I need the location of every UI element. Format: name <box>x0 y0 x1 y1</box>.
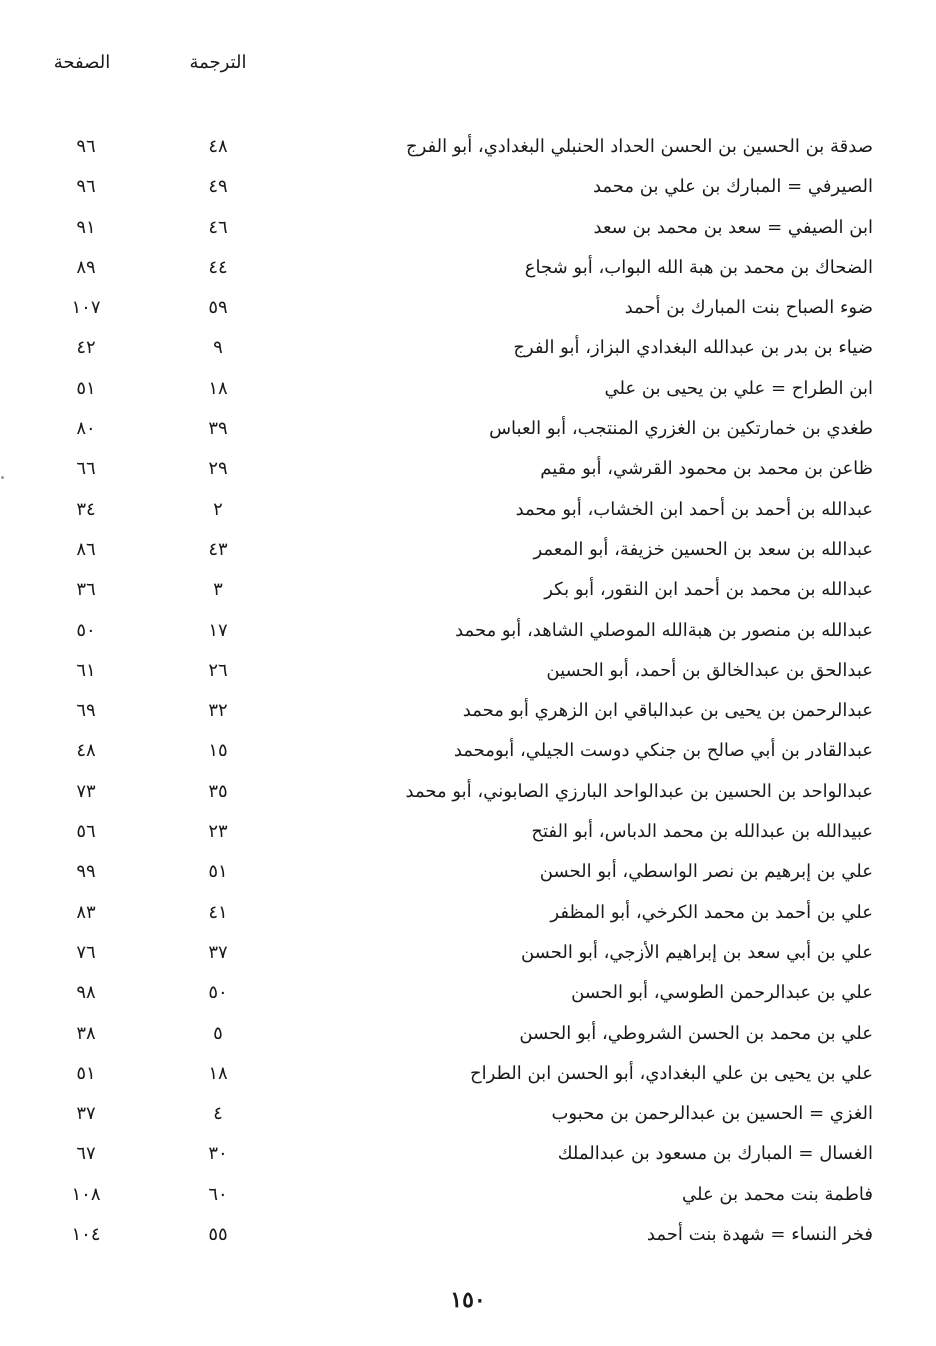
entry-tarjama-number: ٥ <box>213 1022 223 1044</box>
page-number: ١٥٠ <box>450 1287 486 1313</box>
entry-tarjama-number: ٣٠ <box>208 1143 228 1165</box>
entry-page-number: ٧٦ <box>76 941 96 963</box>
entry-name: علي بن إبرهيم بن نصر الواسطي، أبو الحسن <box>539 861 873 883</box>
entry-name: ضوء الصباح بنت المبارك بن أحمد <box>624 297 873 319</box>
entry-page-number: ٤٢ <box>76 337 96 359</box>
index-row <box>0 1014 936 1054</box>
entry-tarjama-number: ١٧ <box>208 619 228 641</box>
entry-tarjama-number: ٢ <box>213 498 223 520</box>
index-row <box>0 1175 936 1215</box>
index-row <box>0 127 936 167</box>
entry-tarjama-number: ٤٣ <box>208 538 228 560</box>
entry-tarjama-number: ٢٣ <box>208 821 228 843</box>
entry-page-number: ٨٩ <box>76 256 96 278</box>
entry-name: الصيرفي = المبارك بن علي بن محمد <box>592 176 873 198</box>
entry-tarjama-number: ٤ <box>213 1103 223 1125</box>
entry-page-number: ٥١ <box>76 377 96 399</box>
entry-page-number: ٨٦ <box>76 538 96 560</box>
entry-page-number: ٥٠ <box>76 619 96 641</box>
index-row <box>0 1054 936 1094</box>
entry-name: علي بن يحيى بن علي البغدادي، أبو الحسن ابن الطراح <box>469 1062 873 1084</box>
entry-name: الغزي = الحسين بن عبدالرحمن بن محبوب <box>551 1103 873 1125</box>
entry-tarjama-number: ٩ <box>213 337 223 359</box>
entry-tarjama-number: ٥٥ <box>208 1224 228 1246</box>
entry-page-number: ٩١ <box>76 216 96 238</box>
index-row <box>0 530 936 570</box>
entry-page-number: ٧٣ <box>76 780 96 802</box>
index-row <box>0 973 936 1013</box>
entry-name: الغسال = المبارك بن مسعود بن عبدالملك <box>557 1143 873 1165</box>
entry-name: عبدالله بن منصور بن هبةالله الموصلي الشاهد، أبو محمد <box>455 619 873 641</box>
index-row <box>0 248 936 288</box>
entry-tarjama-number: ٣٧ <box>208 941 228 963</box>
index-row <box>0 1215 936 1255</box>
entry-page-number: ٣٤ <box>76 498 96 520</box>
entry-page-number: ٥١ <box>76 1062 96 1084</box>
entry-name: فاطمة بنت محمد بن علي <box>681 1183 873 1205</box>
index-row <box>0 1134 936 1174</box>
entry-page-number: ٤٨ <box>76 740 96 762</box>
entry-name: عبدالقادر بن أبي صالح بن جنكي دوست الجيلي، أبومحمد <box>453 740 873 762</box>
entry-name: عبدالله بن محمد بن أحمد ابن النقور، أبو بكر <box>544 579 873 601</box>
entry-page-number: ٥٦ <box>76 821 96 843</box>
entry-tarjama-number: ٥٠ <box>208 982 228 1004</box>
index-row <box>0 409 936 449</box>
entry-tarjama-number: ٤٨ <box>208 136 228 157</box>
index-row <box>0 288 936 328</box>
entry-tarjama-number: ١٨ <box>208 377 228 399</box>
entry-tarjama-number: ٢٩ <box>208 458 228 480</box>
entry-page-number: ٣٨ <box>76 1022 96 1044</box>
entry-tarjama-number: ٥١ <box>208 861 228 883</box>
entry-tarjama-number: ٤٩ <box>208 176 228 198</box>
index-row <box>0 852 936 892</box>
entry-tarjama-number: ٣٥ <box>208 780 228 802</box>
entry-tarjama-number: ١٥ <box>208 740 228 762</box>
entry-tarjama-number: ٢٦ <box>208 659 228 681</box>
entry-tarjama-number: ٦٠ <box>208 1183 228 1205</box>
entry-page-number: ٣٦ <box>76 579 96 601</box>
entry-page-number: ٩٨ <box>76 982 96 1004</box>
index-row <box>0 208 936 248</box>
index-row <box>0 167 936 207</box>
entry-name: عبيدالله بن عبدالله بن محمد الدباس، أبو الفتح <box>531 821 873 843</box>
entry-tarjama-number: ٣ <box>213 579 223 601</box>
entry-name: ابن الصيفي = سعد بن محمد بن سعد <box>593 216 873 238</box>
entry-name: طغدي بن خمارتكين بن الغزري المنتجب، أبو العباس <box>489 418 873 440</box>
entry-name: علي بن أبي سعد بن إبراهيم الأزجي، أبو الحسن <box>520 941 873 963</box>
entry-name: علي بن محمد بن الحسن الشروطي، أبو الحسن <box>519 1022 873 1044</box>
entry-name: ضياء بن بدر بن عبدالله البغدادي البزاز، أبو الفرج <box>513 337 873 359</box>
index-row <box>0 812 936 852</box>
entry-tarjama-number: ١٨ <box>208 1062 228 1084</box>
entry-name: فخر النساء = شهدة بنت أحمد <box>646 1224 873 1246</box>
entry-page-number: ٦٩ <box>76 700 96 722</box>
column-header-safha: الصفحة <box>53 52 111 73</box>
margin-mark <box>1 476 4 479</box>
index-row <box>0 691 936 731</box>
entry-name: عبدالحق بن عبدالخالق بن أحمد، أبو الحسين <box>546 659 873 681</box>
entry-name: صدقة بن الحسين بن الحسن الحداد الحنبلي البغدادي، أبو الفرج <box>406 136 873 157</box>
entry-page-number: ٣٧ <box>76 1103 96 1125</box>
index-row <box>0 1094 936 1134</box>
index-row <box>0 369 936 409</box>
entry-tarjama-number: ٣٩ <box>208 418 228 440</box>
entry-tarjama-number: ٤٤ <box>208 256 228 278</box>
entry-name: عبدالواحد بن الحسين بن عبدالواحد البارزي الصابوني، أبو محمد <box>405 780 873 802</box>
entry-name: علي بن عبدالرحمن الطوسي، أبو الحسن <box>571 982 873 1004</box>
index-row <box>0 772 936 812</box>
entry-name: ظاعن بن محمد بن محمود القرشي، أبو مقيم <box>540 458 873 480</box>
entry-page-number: ٩٩ <box>76 861 96 883</box>
index-row <box>0 651 936 691</box>
entry-name: علي بن أحمد بن محمد الكرخي، أبو المظفر <box>550 901 873 923</box>
entry-page-number: ٨٣ <box>76 901 96 923</box>
index-row <box>0 449 936 489</box>
entry-name: عبدالله بن أحمد بن أحمد ابن الخشاب، أبو محمد <box>515 498 873 520</box>
entry-page-number: ٦٦ <box>76 458 96 480</box>
entry-tarjama-number: ٣٢ <box>208 700 228 722</box>
entry-page-number: ١٠٧ <box>71 297 101 319</box>
entry-page-number: ٦١ <box>76 659 96 681</box>
entry-page-number: ٩٦ <box>76 136 96 157</box>
column-header-tarjama: الترجمة <box>189 52 247 73</box>
entry-name: عبدالرحمن بن يحيى بن عبدالباقي ابن الزهري أبو محمد <box>462 700 873 722</box>
index-row <box>0 490 936 530</box>
entry-page-number: ١٠٨ <box>71 1183 101 1205</box>
entry-tarjama-number: ٤١ <box>208 901 228 923</box>
index-row <box>0 611 936 651</box>
index-entries <box>0 127 936 1255</box>
index-row <box>0 328 936 368</box>
entry-page-number: ٩٦ <box>76 176 96 198</box>
entry-tarjama-number: ٤٦ <box>208 216 228 238</box>
index-row <box>0 570 936 610</box>
entry-name: ابن الطراح = علي بن يحيى بن علي <box>604 377 873 399</box>
entry-name: الضحاك بن محمد بن هبة الله البواب، أبو شجاع <box>524 256 873 278</box>
entry-page-number: ١٠٤ <box>71 1224 101 1246</box>
index-row <box>0 731 936 771</box>
entry-name: عبدالله بن سعد بن الحسين خزيفة، أبو المعمر <box>533 538 873 560</box>
entry-page-number: ٦٧ <box>76 1143 96 1165</box>
index-row <box>0 933 936 973</box>
entry-page-number: ٨٠ <box>76 418 96 440</box>
index-row <box>0 893 936 933</box>
entry-tarjama-number: ٥٩ <box>208 297 228 319</box>
